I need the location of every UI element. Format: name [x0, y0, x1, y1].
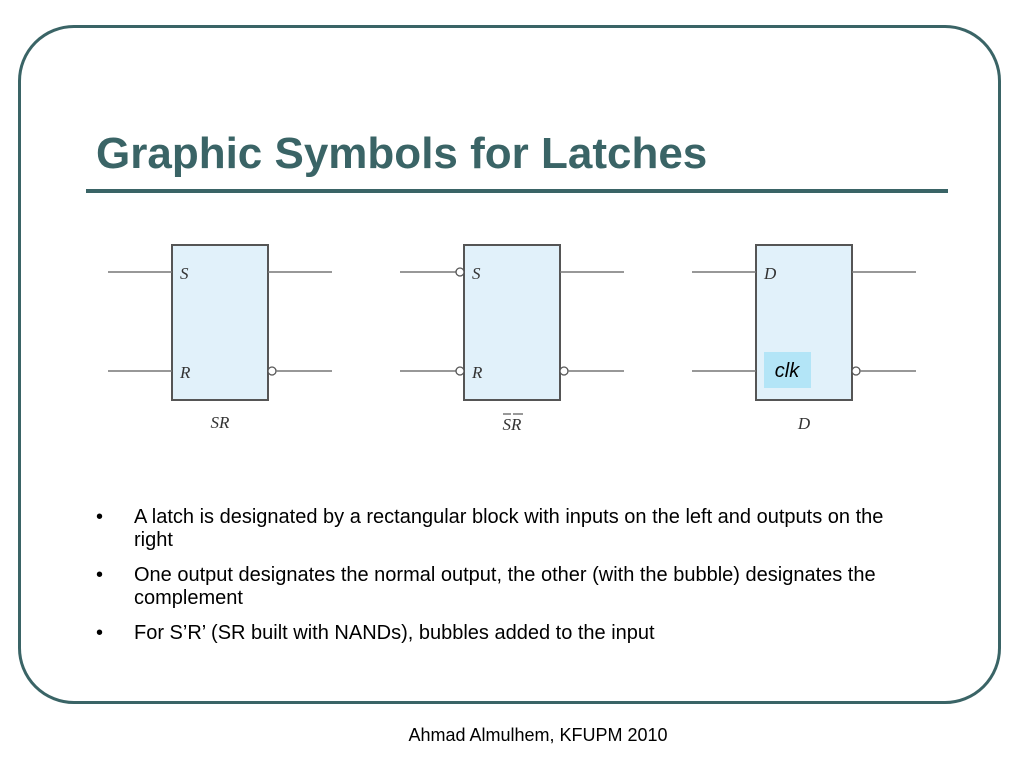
d-output-bubble-icon: [852, 367, 860, 375]
srbar-input-r-label: R: [472, 363, 483, 382]
sr-caption: SR: [210, 413, 230, 432]
srbar-input-s-bubble-icon: [456, 268, 464, 276]
d-input-d-label: D: [764, 264, 777, 283]
srbar-output-bubble-icon: [560, 367, 568, 375]
srbar-input-s-label: S: [472, 264, 481, 283]
d-latch-symbol: [692, 245, 916, 433]
d-caption: D: [797, 414, 811, 433]
srbar-caption: SR: [502, 415, 522, 434]
bullet-dot-icon: •: [96, 622, 104, 644]
bullet-item: [96, 506, 926, 552]
bullet-dot-icon: •: [96, 506, 104, 528]
bullet-list: [96, 506, 926, 657]
sr-input-r-label: R: [180, 363, 191, 382]
sr-output-bubble-icon: [268, 367, 276, 375]
sr-input-s-label: S: [180, 264, 189, 283]
clk-label: clk: [774, 360, 800, 382]
srbar-latch-symbol: [400, 245, 624, 434]
bullet-text: A latch is designated by a rectangular block with inputs on the left and outputs on the right: [134, 506, 884, 551]
sr-latch-symbol: [108, 245, 332, 432]
slide-footer: Ahmad Almulhem, KFUPM 2010: [408, 725, 668, 745]
srbar-input-r-bubble-icon: [456, 367, 464, 375]
bullet-item: [96, 622, 926, 645]
bullet-text: For S’R’ (SR built with NANDs), bubbles added to the input: [134, 622, 655, 644]
slide-title: Graphic Symbols for Latches: [96, 129, 708, 178]
bullet-item: [96, 564, 926, 610]
bullet-dot-icon: •: [96, 564, 104, 586]
bullet-text: One output designates the normal output, the other (with the bubble) designates the complement: [134, 564, 876, 609]
